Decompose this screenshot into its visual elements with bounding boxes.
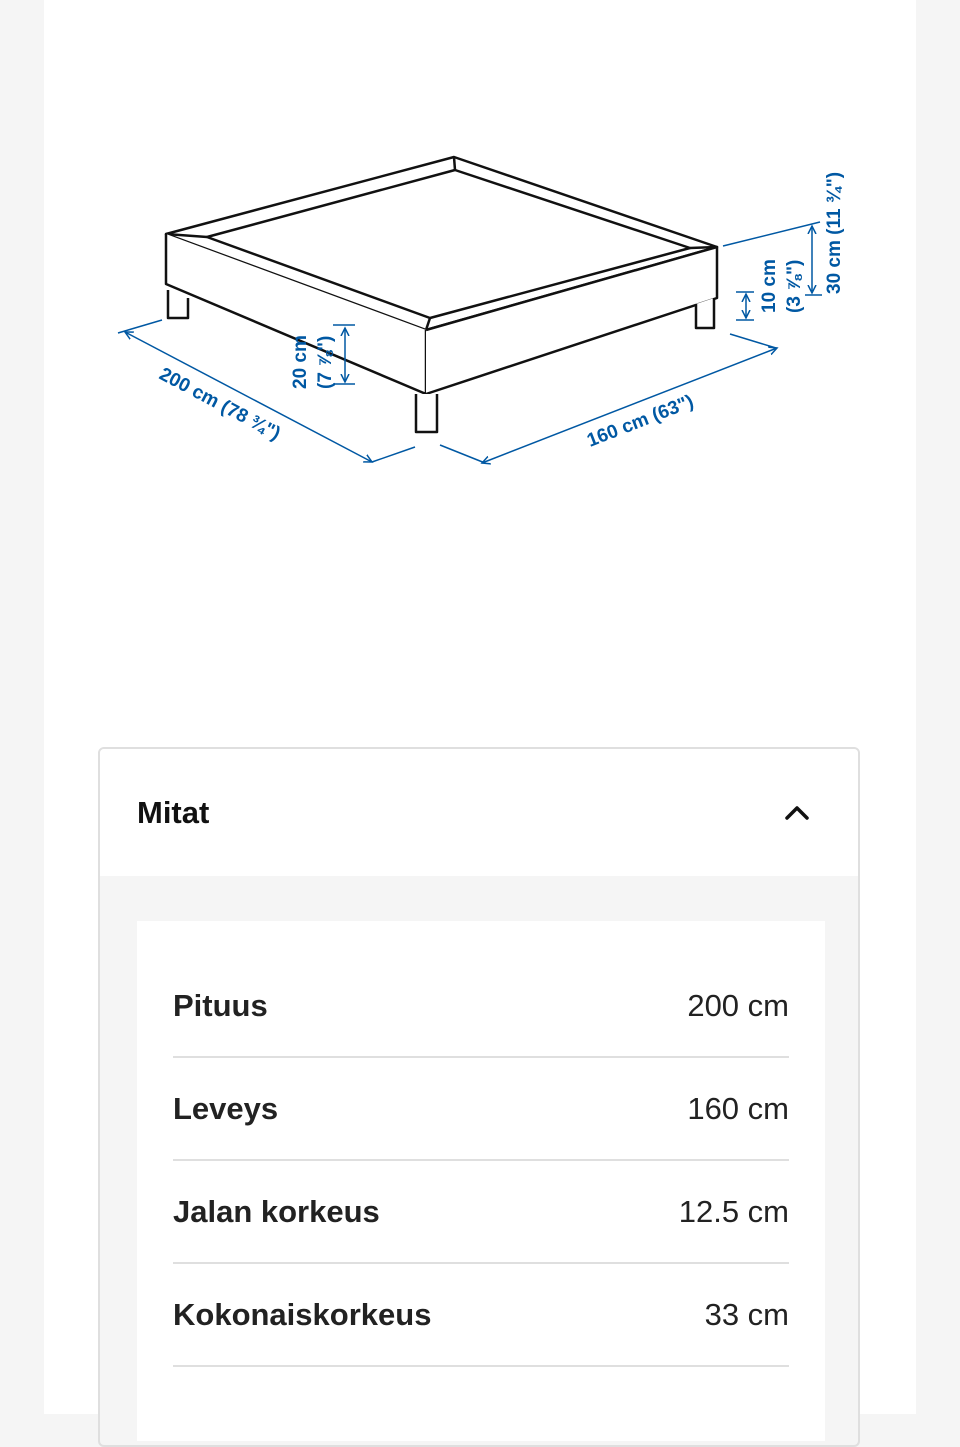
spec-row-leg-height [173,1161,789,1264]
dimensions-spec-list [137,921,825,1441]
bed-base-drawing [166,157,717,432]
bed-dimension-diagram [0,0,960,620]
spec-row-length [173,955,789,1058]
leg-height-label-cm: 10 cm [759,259,780,313]
spec-label: Leveys [173,1090,279,1126]
total-height-label: 30 cm (11 ¾") [824,171,845,294]
width-dimension-label: 160 cm (63") [584,391,697,452]
spec-row-width [173,1058,789,1161]
accordion-title: Mitat [137,794,210,830]
length-dimension-label: 200 cm (78 ¾") [155,363,284,445]
accordion-header[interactable] [100,749,858,876]
spec-label: Pituus [173,987,268,1023]
spec-label: Kokonaiskorkeus [173,1296,432,1332]
spec-value: 200 cm [687,987,789,1023]
spec-value: 160 cm [687,1090,789,1126]
dimensions-accordion [98,747,860,1447]
leg-height-dimension [736,292,754,320]
spec-label: Jalan korkeus [173,1193,380,1229]
frame-height-label-cm: 20 cm [290,335,311,389]
leg-height-label-in: (3 ⅞") [784,259,805,313]
spec-row-total-height [173,1264,789,1367]
spec-value: 12.5 cm [678,1193,789,1229]
frame-height-label-in: (7 ⅞") [315,335,336,389]
chevron-up-icon[interactable] [782,798,812,828]
spec-value: 33 cm [704,1296,789,1332]
